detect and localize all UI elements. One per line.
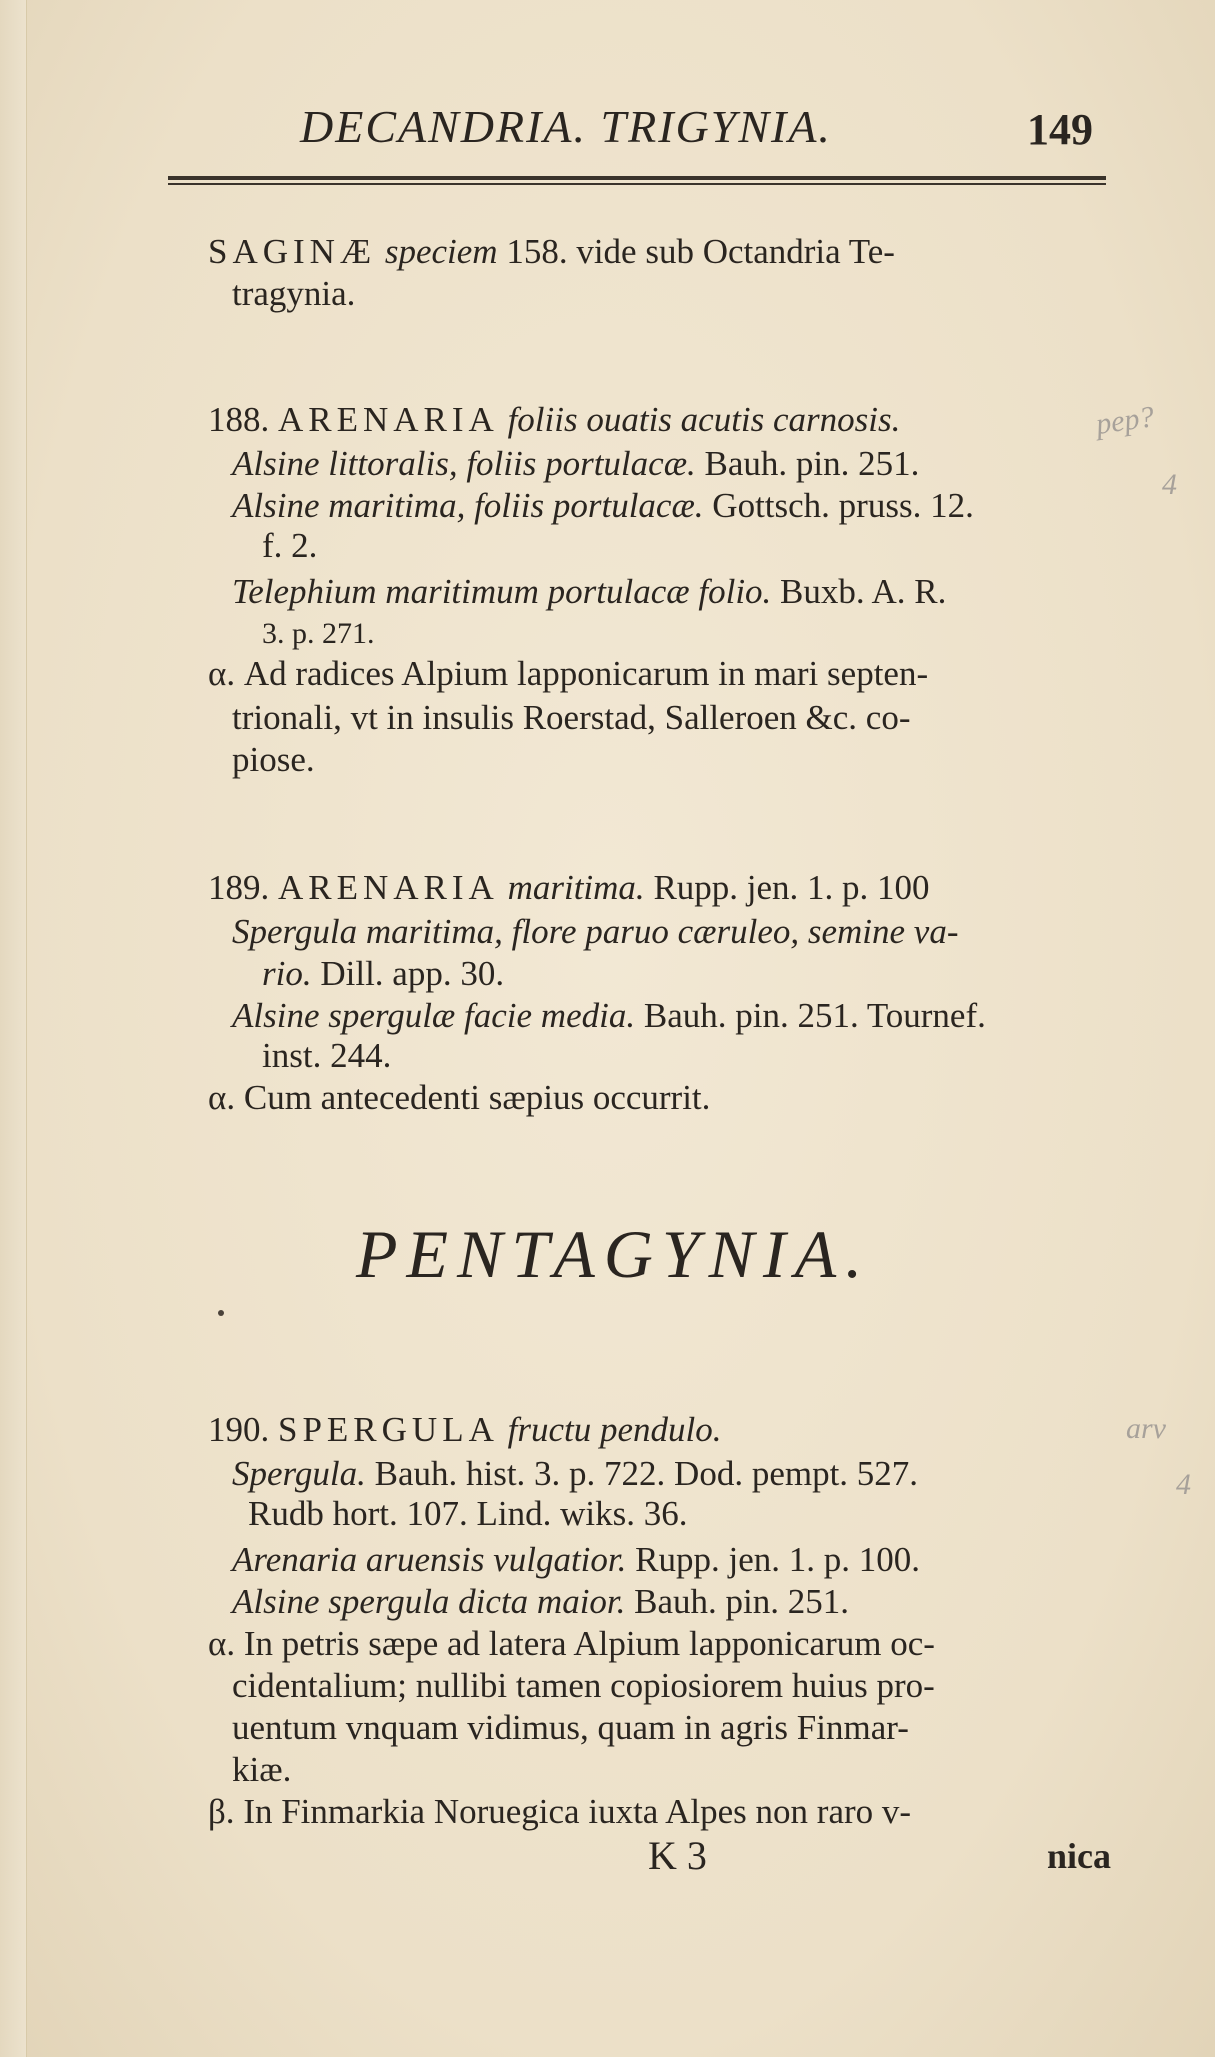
entry-189-heading (208, 868, 930, 908)
entry-190-synonym-1-cont: Rudb hort. 107. Lind. wiks. 36. (248, 1494, 688, 1533)
catchword: nica (1047, 1836, 1112, 1876)
habitat-mark: α. (208, 654, 236, 693)
page-number: 149 (1027, 105, 1093, 154)
entry-190-synonym-2 (232, 1540, 920, 1580)
margin-annotation: pep? (1093, 400, 1157, 441)
synonym-name: Alsine maritima, foliis portulacæ. (232, 486, 704, 525)
entry-188-habitat-3: piose. (232, 740, 315, 779)
entry-188-synonym-2-cont: f. 2. (262, 526, 318, 565)
entry-188-heading (208, 400, 900, 440)
synonym-name: Alsine littoralis, foliis portulacæ. (232, 444, 696, 483)
sagina-line-2: tragynia. (232, 274, 356, 313)
habitat-text: Ad radices Alpium lapponicarum in mari septen- (243, 654, 929, 693)
synonym-name: rio. (262, 954, 312, 993)
synonym-reference: Rupp. jen. 1. p. 100. (635, 1540, 921, 1579)
entry-189-synonym-1-cont (262, 954, 504, 994)
entry-genus: SPERGULA (278, 1410, 499, 1449)
entry-188-habitat-2: trionali, vt in insulis Roerstad, Salleroen &c. co- (232, 698, 911, 737)
synonym-reference: Bauh. pin. 251. (704, 444, 920, 483)
synonym-name: Alsine spergulæ facie media. (232, 996, 636, 1035)
entry-190-habitat-3: uentum vnquam vidimus, quam in agris Finmar- (232, 1708, 909, 1747)
entry-188-synonym-3-cont: 3. p. 271. (262, 617, 375, 650)
entry-190-habitat-2: cidentalium; nullibi tamen copiosiorem huius pro- (232, 1666, 935, 1705)
margin-annotation: 4 (1162, 468, 1177, 501)
synonym-reference: Bauh. pin. 251. (634, 1582, 850, 1621)
synonym-name: Alsine spergula dicta maior. (232, 1582, 626, 1621)
entry-number: 188. (208, 400, 270, 439)
variety-text: In Finmarkia Noruegica iuxta Alpes non raro v- (243, 1792, 912, 1831)
sagina-ref: 158. vide sub Octandria Te- (506, 232, 895, 271)
ink-speck (218, 1310, 224, 1316)
synonym-reference: Bauh. hist. 3. p. 722. Dod. pempt. 527. (374, 1454, 919, 1493)
entry-188-synonym-2 (232, 486, 974, 526)
synonym-name: Spergula. (232, 1454, 366, 1493)
entry-diagnosis: fructu pendulo. (507, 1410, 722, 1449)
sagina-genus: SAGINÆ (208, 232, 377, 271)
entry-genus: ARENARIA (278, 868, 499, 907)
habitat-text: Cum antecedenti sæpius occurrit. (243, 1078, 711, 1117)
signature-mark: K 3 (648, 1833, 707, 1878)
entry-190-habitat-4: kiæ. (232, 1750, 292, 1789)
margin-annotation: 4 (1176, 1468, 1191, 1501)
synonym-name: Arenaria aruensis vulgatior. (232, 1540, 627, 1579)
header-rule-thin (168, 183, 1106, 185)
entry-190-heading (208, 1410, 722, 1450)
entry-189-synonym-2 (232, 996, 986, 1036)
header-rule (168, 176, 1106, 180)
synonym-reference: Bauh. pin. 251. Tournef. (643, 996, 986, 1035)
page-gutter (0, 0, 27, 2057)
section-title: PENTAGYNIA. (356, 1216, 872, 1292)
synonym-reference: Dill. app. 30. (320, 954, 505, 993)
synonym-name: Spergula maritima, flore paruo cæruleo, semine va- (232, 912, 959, 951)
entry-reference: Rupp. jen. 1. p. 100 (653, 868, 930, 907)
entry-190-synonym-3 (232, 1582, 849, 1622)
habitat-mark: α. (208, 1624, 236, 1663)
synonym-reference: Gottsch. pruss. 12. (712, 486, 974, 525)
sagina-speciem: speciem (384, 232, 498, 271)
running-title: DECANDRIA. TRIGYNIA. (300, 101, 832, 152)
habitat-mark: α. (208, 1078, 236, 1117)
entry-diagnosis: maritima. (507, 868, 645, 907)
habitat-text: In petris sæpe ad latera Alpium lapponicarum oc- (243, 1624, 935, 1663)
entry-188-synonym-1 (232, 444, 919, 484)
entry-189-synonym-1 (232, 912, 959, 952)
entry-number: 189. (208, 868, 270, 907)
synonym-reference: Buxb. A. R. (780, 572, 947, 611)
entry-189-habitat-1 (208, 1078, 710, 1118)
entry-190-habitat-1 (208, 1624, 935, 1664)
entry-genus: ARENARIA (278, 400, 499, 439)
entry-189-synonym-2-cont: inst. 244. (262, 1036, 392, 1075)
entry-number: 190. (208, 1410, 270, 1449)
entry-diagnosis: foliis ouatis acutis carnosis. (507, 400, 901, 439)
synonym-name: Telephium maritimum portulacæ folio. (232, 572, 772, 611)
sagina-line-1 (208, 232, 895, 272)
margin-annotation: arv (1126, 1412, 1166, 1445)
variety-mark: β. (208, 1792, 235, 1831)
entry-190-variety-beta (208, 1792, 911, 1832)
entry-190-synonym-1 (232, 1454, 918, 1494)
entry-188-habitat-1 (208, 654, 928, 694)
entry-188-synonym-3 (232, 572, 946, 612)
